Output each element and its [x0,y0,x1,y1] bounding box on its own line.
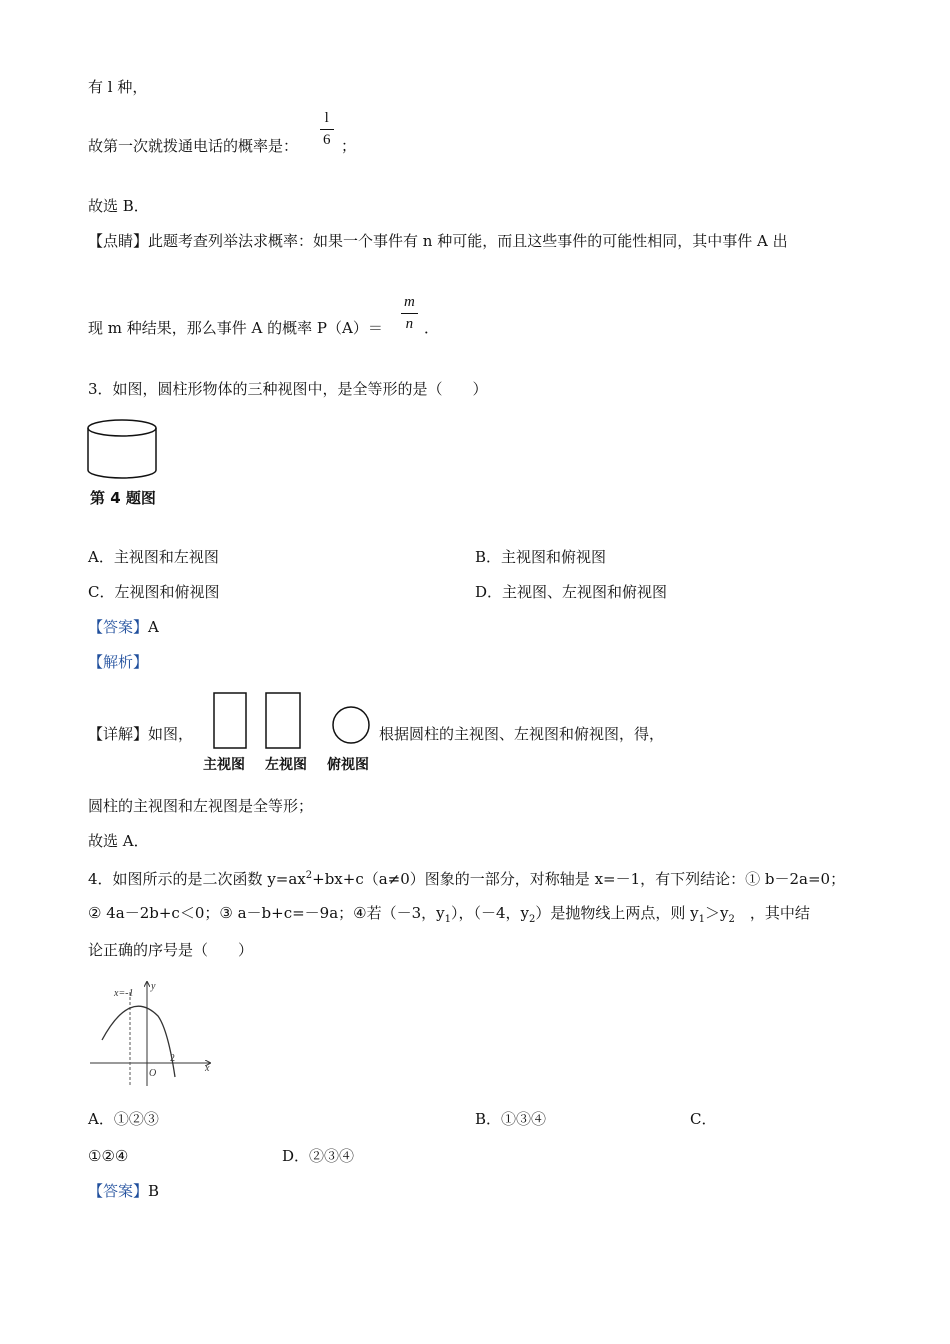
parabola-graph [88,978,218,1090]
front-view-label: 主视图 [203,757,245,773]
q4-answer-line [88,1182,159,1200]
answer-label: 【答案】 [88,618,149,636]
figure-caption: 第 4 题图 [90,489,156,507]
tip-fraction [401,294,418,333]
tip-text-continued: 现 m 种结果，那么事件 A 的概率 P（A）＝ [88,319,383,337]
x-axis-label: x [205,1063,210,1074]
y-axis-label: y [151,981,156,992]
parabola-curve [102,1006,175,1077]
probability-fraction [320,110,334,149]
select-answer-b: 故选 B． [88,197,149,215]
top-view-circle [333,707,369,743]
tip-paragraph [88,232,788,250]
detail-pre: 如图， [148,725,194,743]
q4-option-c-label: C． [690,1110,717,1128]
detail-label: 【详解】 [88,725,149,743]
probability-text: 故第一次就拨通电话的概率是： [88,137,299,155]
probability-end: ； [341,137,357,155]
tip-label: 【点睛】 [88,232,149,250]
analysis-label: 【解析】 [88,653,149,671]
tip-text: 此题考查列举法求概率：如果一个事件有 n 种可能，而且这些事件的可能性相同，其中事件 A 出 [148,232,788,250]
option-d: D．主视图、左视图和俯视图 [475,583,668,601]
answer-label: 【答案】 [88,1182,149,1200]
root-label: 2 [170,1053,175,1064]
question-4-line-3: 论正确的序号是（ ） [88,941,254,959]
three-views-figure [200,690,380,752]
origin-label: O [149,1068,157,1079]
answer-value: A [148,618,159,636]
q4-option-c-value: ①②④ [88,1147,129,1165]
question-4-line-1: 4．如图所示的是二次函数 $y=ax^2+bx+c(a\ne 0)$图象的一部分，对称轴是 x=－1，有下列结论：① b－2a=0； [88,870,846,888]
side-view-rect [266,693,300,748]
option-a: A．主视图和左视图 [88,548,219,566]
fraction-numerator: l [324,110,329,126]
answer-line [88,618,159,636]
detail-post: 根据圆柱的主视图、左视图和俯视图，得， [379,725,665,743]
q4-option-b: B．①③④ [475,1110,547,1128]
question-3: 3．如图，圆柱形物体的三种视图中，是全等形的是（ ） [88,380,488,398]
fraction-denominator: 6 [323,132,331,148]
option-c: C．左视图和俯视图 [88,583,220,601]
answer-value: B [148,1182,160,1200]
select-answer-a: 故选 A． [88,832,149,850]
detail-text [88,725,193,743]
q4-option-d: D．②③④ [282,1147,355,1165]
cylinder-figure [86,418,162,488]
front-view-rect [214,693,246,748]
conclusion: 圆柱的主视图和左视图是全等形； [88,797,314,815]
fraction-denominator: n [405,316,414,332]
option-b: B．主视图和俯视图 [475,548,607,566]
question-4-line-2: ② 4a－2b+c＜0；③ a－b+c=－9a；④若（－3，$y_1$），（－4，$y_2$）是抛物线上两点，则 $y_1>y_2$ ，其中结 [88,904,810,925]
text-line: 有 l 种， [88,78,148,96]
q4-option-a: A．①②③ [88,1110,159,1128]
fraction-numerator: m [404,294,415,310]
symmetry-label: x=-1 [114,988,134,999]
tip-end: ． [424,319,440,337]
top-view-label: 俯视图 [327,757,369,773]
side-view-label: 左视图 [265,757,307,773]
